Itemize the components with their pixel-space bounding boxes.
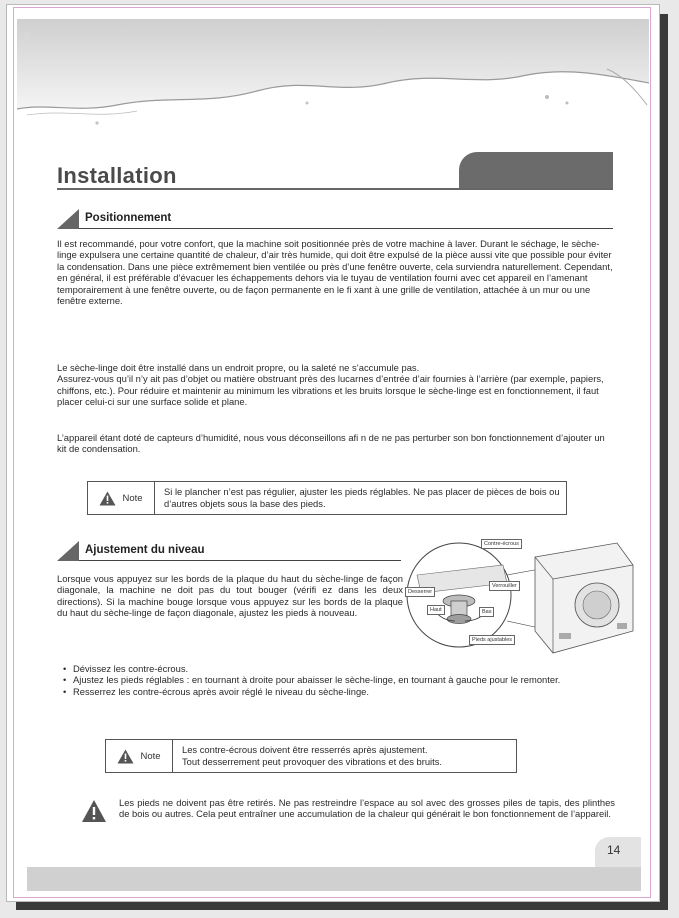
paragraph-2-line-1: Le sèche-linge doit être installé dans un endroit propre, ou la saleté ne s’accumule pas. (57, 362, 420, 373)
label-bas: Bas (479, 607, 494, 617)
section-heading-ajustement (57, 541, 401, 561)
heading-triangle-marker (57, 209, 79, 229)
warning-triangle-icon (117, 749, 134, 764)
title-underline (57, 188, 613, 190)
section-heading-label: Ajustement du niveau (85, 544, 205, 556)
label-haut: Haut (427, 605, 445, 615)
note-text-line-1: Les contre-écrous doivent être resserrés après ajustement. (182, 744, 428, 755)
note-label: Note (140, 750, 161, 762)
warning-triangle-icon (99, 491, 116, 506)
heading-rule (79, 560, 401, 561)
note-label: Note (122, 492, 143, 504)
heading-triangle-marker (57, 541, 79, 561)
note-text: Si le plancher n’est pas régulier, ajuster les pieds réglables. Ne pas placer de pièces de bois ou d’autres objets sous la base des pieds. (164, 486, 560, 509)
note-badge (88, 482, 155, 514)
heading-rule (79, 228, 613, 229)
adjustment-steps-list (63, 663, 623, 697)
water-splash-header-image (7, 5, 659, 155)
section-heading-label: Positionnement (85, 212, 172, 224)
label-verrouiller: Verrouiller (489, 581, 520, 591)
list-item: • Ajustez les pieds réglables : en tournant à droite pour abaisser le sèche-linge, en tournant à gauche pour le remonter. (63, 674, 623, 685)
list-item: • Dévissez les contre-écrous. (63, 663, 623, 674)
positionnement-paragraph-3: L’appareil étant doté de capteurs d’humidité, nous vous déconseillons afi n de ne pas perturber son bon fonctionnement d’ajouter un kit de condensation. (57, 432, 605, 455)
positionnement-paragraph-2 (57, 362, 615, 408)
label-desserrer: Desserrer (405, 587, 435, 597)
warning-paragraph: Les pieds ne doivent pas être retirés. Ne pas restreindre l’espace au sol avec des grosses piles de tapis, des plinthes de bois ou autres. Cela peut entraîner une accumulation de la chaleur qui générait le bon fonctionnement de l’appareil. (119, 797, 615, 820)
note-box-contre-ecrous (105, 739, 517, 773)
page-title: Installation (57, 163, 177, 188)
paragraph-2-rest: Assurez-vous qu’il n’y ait pas d’objet ou matière obstruant près des lucarnes d’entrée d’air fournies à l’arrière (par exemple, papiers, chiffons, etc.). Pour réduire et maintenir au minimum les vibrations et les bruits lorsque le sèche-linge est en fonctionnement, il faut placer celui-ci sur une surface solide et plane. (57, 373, 604, 408)
footer-band (27, 867, 641, 891)
ajustement-paragraph: Lorsque vous appuyez sur les bords de la plaque du haut du sèche-linge de façon diagonale, la machine ne doit pas du tout bouger (vérifi ez dans les deux directions). Si la machine bouge lorsque vous appuyez sur les bords de la plaque du haut du sèche-linge de façon diagonale, ajustez les pieds à nouveau. (57, 573, 403, 619)
positionnement-paragraph-1: Il est recommandé, pour votre confort, que la machine soit positionnée près de votre machine à laver. Durant le séchage, le sèche-linge expulsera une certaine quantité de chaleur, d’air très humide, qui doit être expulsé de la pièce aussi vite que possible pour éviter la condensation. Dans une pièce extrêmement bien ventilée ou près d’une fenêtre ouverte, cela surviendra naturellement. Cependant, en général, il est préférable d’évacuer les échappements dehors via le tuyau de ventilation fourni avec cet appareil en l’amenant temporairement à une fenêtre ouverte, ou de façon permanente en le fi xant à une grille de ventilation, attachée à un mur ou une fenêtre externe. (57, 238, 613, 307)
label-pieds-ajustables: Pieds ajustables (469, 635, 515, 645)
page-number: 14 (607, 843, 621, 857)
note-box-plancher (87, 481, 567, 515)
dryer-feet-illustration (403, 535, 635, 661)
title-tab-decoration (459, 152, 613, 188)
label-contre-ecrous: Contre-écrous (481, 539, 522, 549)
leveling-feet-diagram (403, 535, 635, 661)
document-page (6, 4, 660, 902)
section-heading-positionnement (57, 209, 613, 229)
list-item: • Resserrez les contre-écrous après avoir réglé le niveau du sèche-linge. (63, 686, 623, 697)
note-badge (106, 740, 173, 772)
warning-triangle-icon (81, 799, 107, 823)
note-text-line-2: Tout desserrement peut provoquer des vibrations et des bruits. (182, 755, 443, 767)
note-text (182, 744, 510, 768)
